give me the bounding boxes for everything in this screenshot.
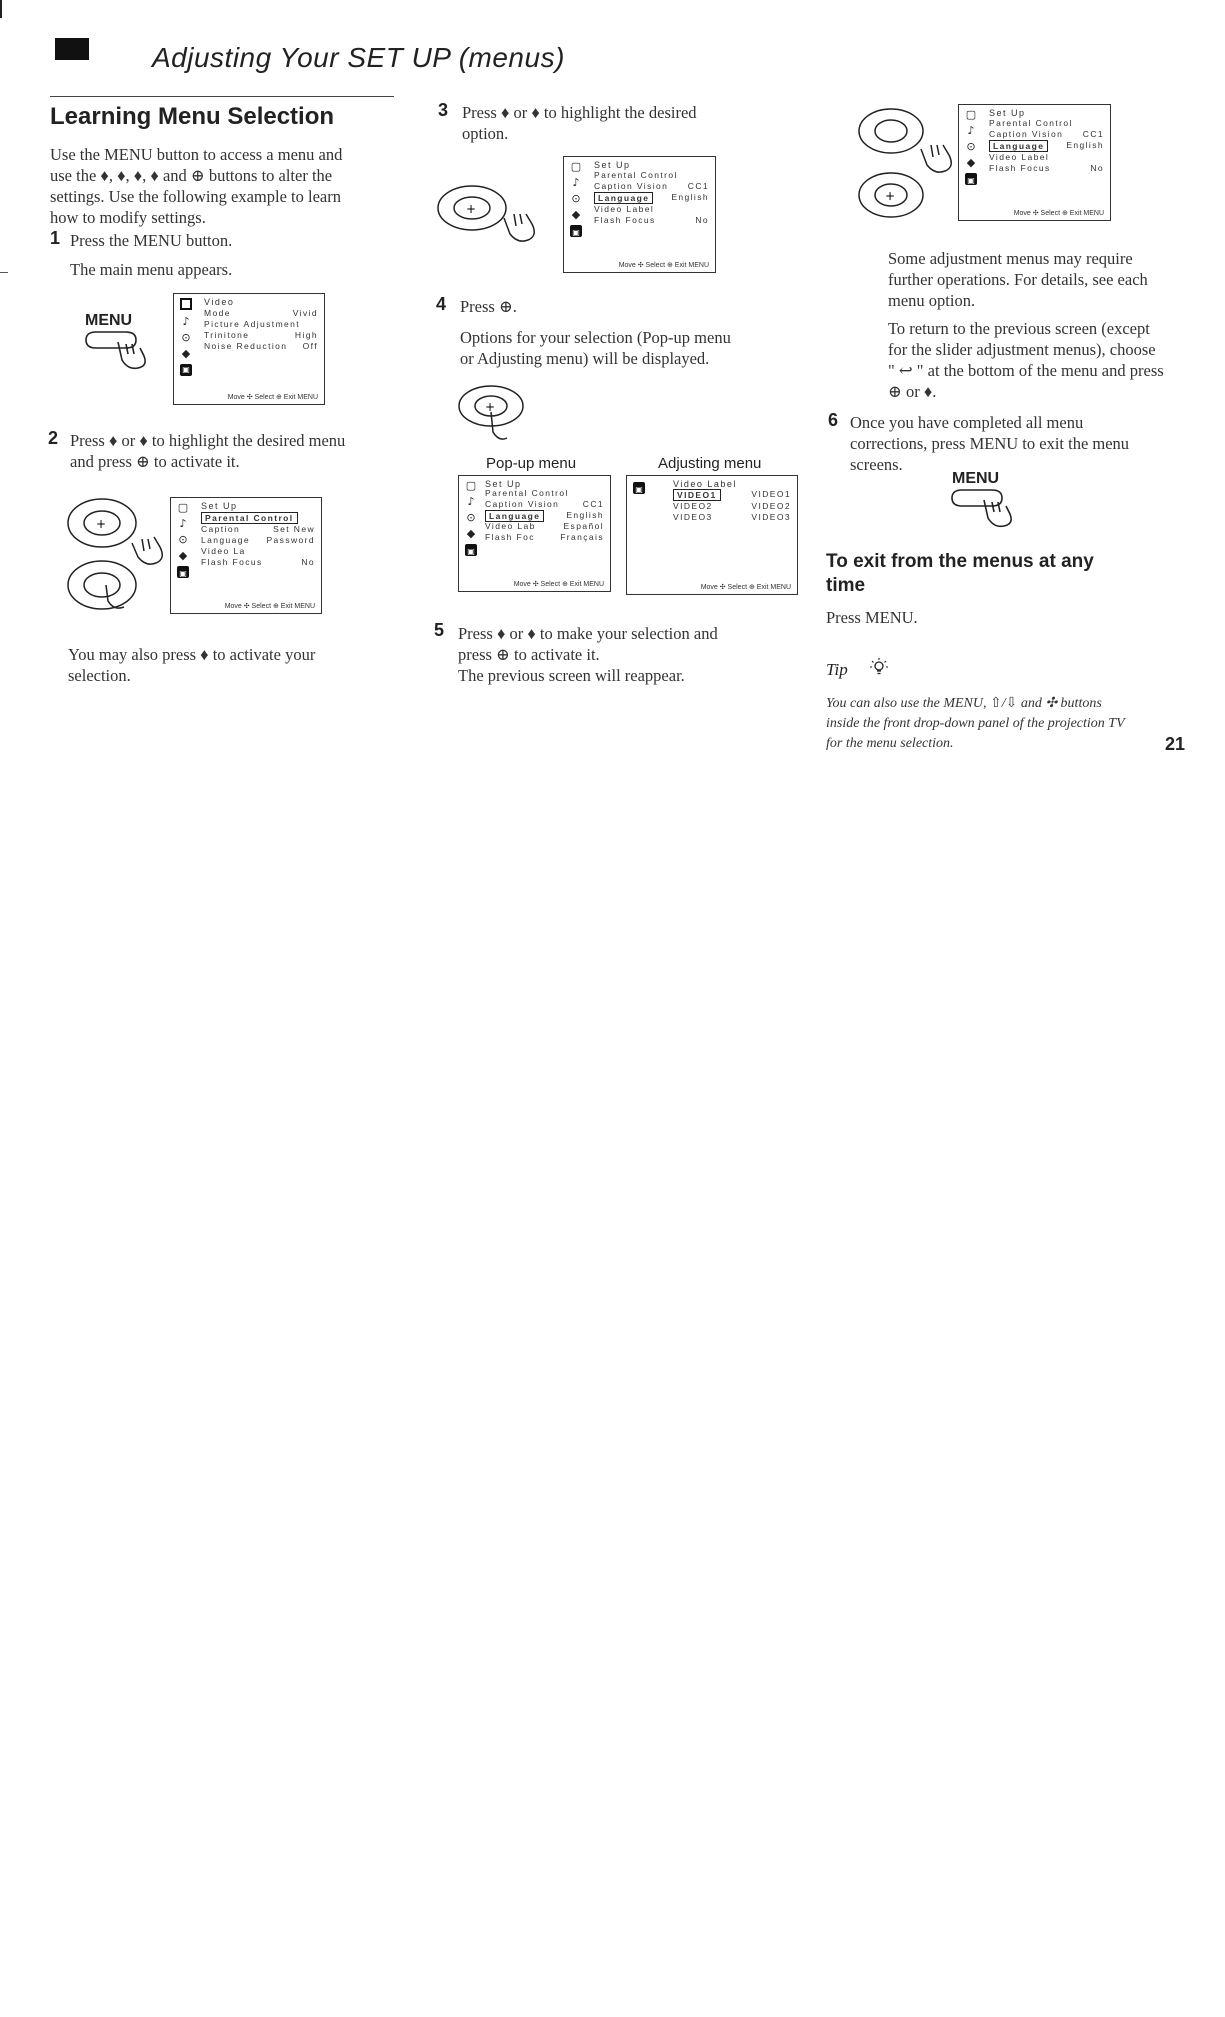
timer-menu-icon: ⊙ bbox=[178, 533, 188, 546]
screen-row: VIDEO2 VIDEO2 bbox=[673, 501, 791, 511]
timer-menu-icon: ⊙ bbox=[966, 140, 976, 153]
screen-row: Mode Vivid bbox=[204, 308, 318, 318]
step-3-line1: Press ♦ or ♦ to highlight the desired bbox=[462, 103, 697, 122]
step-3-number: 3 bbox=[438, 100, 449, 120]
step-5-text bbox=[458, 623, 798, 686]
note-line: You may also press ♦ to activate your bbox=[68, 645, 316, 664]
step-1-number: 1 bbox=[50, 228, 61, 248]
channel-menu-icon: ◆ bbox=[571, 208, 581, 221]
main-menu-screen bbox=[173, 293, 325, 405]
step-6-text bbox=[850, 412, 1190, 475]
step-5-number: 5 bbox=[434, 620, 445, 640]
timer-menu-icon: ⊙ bbox=[181, 331, 191, 344]
step-6-number: 6 bbox=[828, 410, 839, 430]
tip-line: for the menu selection. bbox=[826, 736, 954, 751]
channel-menu-icon: ◆ bbox=[966, 156, 976, 169]
screen-row: Flash Focus No bbox=[201, 557, 315, 567]
remote-joystick-icon bbox=[853, 103, 963, 225]
popup-menu-label: Pop-up menu bbox=[486, 455, 577, 472]
video-menu-icon: ▢ bbox=[570, 160, 582, 173]
body-line: menu option. bbox=[888, 291, 976, 310]
adjusting-menu-label: Adjusting menu bbox=[658, 455, 762, 472]
step-1-subtext: The main menu appears. bbox=[70, 260, 233, 279]
intro-line: settings. Use the following example to learn bbox=[50, 187, 341, 206]
setup-menu-screen bbox=[170, 497, 322, 614]
body-line: " ↩ " at the bottom of the menu and press bbox=[888, 361, 1164, 380]
page-edge-mark bbox=[0, 0, 2, 18]
tip-label: Tip bbox=[826, 660, 848, 679]
screen-row: VIDEO3 VIDEO3 bbox=[673, 512, 791, 522]
body-line: Options for your selection (Pop-up menu bbox=[460, 328, 731, 347]
section-title: Learning Menu Selection bbox=[50, 103, 335, 130]
screen-footer: Move ✣ Select ⊕ Exit MENU bbox=[1013, 210, 1104, 217]
screen-title: Video Label bbox=[673, 479, 737, 489]
video-menu-icon: ▢ bbox=[177, 501, 189, 514]
screen-row: Noise Reduction Off bbox=[204, 341, 318, 351]
body-line: corrections, press MENU to exit the menu bbox=[850, 434, 1130, 453]
step-4-body bbox=[460, 327, 800, 369]
screen-title: Video bbox=[204, 297, 235, 307]
menu-press-hand-icon bbox=[948, 488, 1038, 534]
body-line: or Adjusting menu) will be displayed. bbox=[460, 349, 710, 368]
setup-menu-icon: ▣ bbox=[633, 482, 645, 494]
step-2-number: 2 bbox=[48, 428, 59, 448]
screen-footer: Move ✣ Select ⊕ Exit MENU bbox=[618, 262, 709, 269]
screen-title: Set Up bbox=[594, 160, 631, 170]
setup-return-screen bbox=[958, 104, 1111, 221]
svg-text:+: + bbox=[466, 202, 477, 216]
body-line: Some adjustment menus may require bbox=[888, 249, 1133, 268]
remote-joystick-icon bbox=[432, 182, 552, 262]
exit-heading bbox=[826, 550, 1094, 598]
audio-menu-icon: ♪ bbox=[967, 124, 975, 137]
page-edge-tick bbox=[0, 272, 8, 273]
step-2-line2: and press ⊕ to activate it. bbox=[70, 452, 240, 471]
step-2-line1: Press ♦ or ♦ to highlight the desired menu bbox=[70, 431, 346, 450]
setup-menu-icon: ▣ bbox=[965, 173, 977, 185]
adjusting-menu-screen bbox=[626, 475, 798, 595]
popup-menu-screen bbox=[458, 475, 611, 592]
screen-row: Caption Vision CC1 bbox=[485, 499, 604, 509]
screen-row: Flash Focus No bbox=[594, 215, 709, 225]
screen-row-highlighted: Language English bbox=[989, 140, 1104, 152]
tip-line: inside the front drop-down panel of the projection TV bbox=[826, 716, 1125, 731]
screen-row: Parental Control bbox=[485, 488, 569, 498]
body-line: Press ♦ or ♦ to make your selection and bbox=[458, 624, 718, 643]
section-rule bbox=[50, 96, 394, 97]
step-4-number: 4 bbox=[436, 294, 447, 314]
step-4-text: Press ⊕. bbox=[460, 297, 517, 316]
setup-menu-icon: ▣ bbox=[177, 566, 189, 578]
menu-press-hand-icon bbox=[82, 330, 172, 376]
header-tab-block bbox=[55, 38, 89, 60]
intro-line: Use the MENU button to access a menu and bbox=[50, 145, 343, 164]
screen-row-highlighted: Parental Control bbox=[201, 512, 315, 524]
note-line: selection. bbox=[68, 666, 131, 685]
page-number: 21 bbox=[1165, 734, 1186, 754]
page-header-title: Adjusting Your SET UP (menus) bbox=[152, 42, 565, 73]
screen-title: Set Up bbox=[485, 479, 522, 489]
channel-menu-icon: ◆ bbox=[466, 527, 476, 540]
screen-row: Flash Focus No bbox=[989, 163, 1104, 173]
screen-row: Parental Control bbox=[594, 170, 678, 180]
screen-row: Caption Vision CC1 bbox=[989, 129, 1104, 139]
step-5-note-2 bbox=[888, 318, 1208, 402]
svg-text:+: + bbox=[96, 517, 107, 531]
step-1-text: Press the MENU button. bbox=[70, 231, 233, 250]
audio-menu-icon: ♪ bbox=[182, 315, 190, 328]
screen-title: Set Up bbox=[201, 501, 238, 511]
body-line: for the slider adjustment menus), choose bbox=[888, 340, 1156, 359]
screen-footer: Move ✣ Select ⊕ Exit MENU bbox=[700, 584, 791, 591]
screen-footer: Move ✣ Select ⊕ Exit MENU bbox=[227, 394, 318, 401]
video-menu-icon: ▢ bbox=[965, 108, 977, 121]
screen-row: Picture Adjustment bbox=[204, 319, 301, 329]
screen-footer: Move ✣ Select ⊕ Exit MENU bbox=[513, 581, 604, 588]
screen-row: Caption Set New bbox=[201, 524, 315, 534]
audio-menu-icon: ♪ bbox=[179, 517, 187, 530]
heading-line: To exit from the menus at any bbox=[826, 551, 1094, 572]
intro-line: how to modify settings. bbox=[50, 208, 206, 227]
screen-row: Flash Foc Français bbox=[485, 532, 604, 542]
audio-menu-icon: ♪ bbox=[572, 176, 580, 189]
svg-text:+: + bbox=[885, 189, 896, 203]
intro-line: use the ♦, ♦, ♦, ♦ and ⊕ buttons to alter the bbox=[50, 166, 333, 185]
screen-row: Language Password bbox=[201, 535, 315, 545]
menu-key-label: MENU bbox=[952, 470, 1000, 487]
channel-menu-icon: ◆ bbox=[178, 549, 188, 562]
screen-row: Parental Control bbox=[989, 118, 1073, 128]
screen-row: Video La bbox=[201, 546, 246, 556]
screen-row-highlighted: VIDEO1 VIDEO1 bbox=[673, 489, 791, 501]
video-menu-icon bbox=[180, 298, 192, 310]
screen-row: Video Label bbox=[989, 152, 1050, 162]
video-menu-icon: ▢ bbox=[465, 479, 477, 492]
step-3-line2: option. bbox=[462, 124, 509, 143]
screen-row: Video Lab Español bbox=[485, 521, 604, 531]
timer-menu-icon: ⊙ bbox=[571, 192, 581, 205]
setup-language-screen bbox=[563, 156, 716, 273]
channel-menu-icon: ◆ bbox=[181, 347, 191, 360]
screen-row-highlighted: Language English bbox=[594, 192, 709, 204]
setup-menu-icon: ▣ bbox=[180, 364, 192, 376]
exit-text: Press MENU. bbox=[826, 608, 918, 627]
body-line: To return to the previous screen (except bbox=[888, 319, 1150, 338]
timer-menu-icon: ⊙ bbox=[466, 511, 476, 524]
audio-menu-icon: ♪ bbox=[467, 495, 475, 508]
screen-title: Set Up bbox=[989, 108, 1026, 118]
screen-row-highlighted: Language English bbox=[485, 510, 604, 522]
body-line: The previous screen will reappear. bbox=[458, 666, 685, 685]
step-5-note-1 bbox=[888, 248, 1208, 311]
remote-joystick-icon bbox=[62, 493, 174, 613]
screen-row: Trinitone High bbox=[204, 330, 318, 340]
body-line: screens. bbox=[850, 455, 903, 474]
step-2-note bbox=[68, 644, 398, 686]
setup-menu-icon: ▣ bbox=[570, 225, 582, 237]
screen-row: Video Label bbox=[594, 204, 655, 214]
body-line: further operations. For details, see each bbox=[888, 270, 1148, 289]
body-line: press ⊕ to activate it. bbox=[458, 645, 600, 664]
body-line: Once you have completed all menu bbox=[850, 413, 1084, 432]
heading-line: time bbox=[826, 575, 866, 596]
svg-text:+: + bbox=[485, 400, 496, 414]
screen-footer: Move ✣ Select ⊕ Exit MENU bbox=[224, 603, 315, 610]
joystick-press-icon bbox=[455, 382, 535, 446]
tip-text bbox=[826, 694, 1186, 754]
menu-key-label: MENU bbox=[85, 312, 133, 329]
screen-row: Caption Vision CC1 bbox=[594, 181, 709, 191]
intro-paragraph bbox=[50, 144, 410, 228]
body-line: ⊕ or ♦. bbox=[888, 382, 937, 401]
tip-line: You can also use the MENU, ⇧/⇩ and ✣ buttons bbox=[826, 696, 1102, 711]
lightbulb-icon bbox=[868, 656, 890, 678]
setup-menu-icon: ▣ bbox=[465, 544, 477, 556]
